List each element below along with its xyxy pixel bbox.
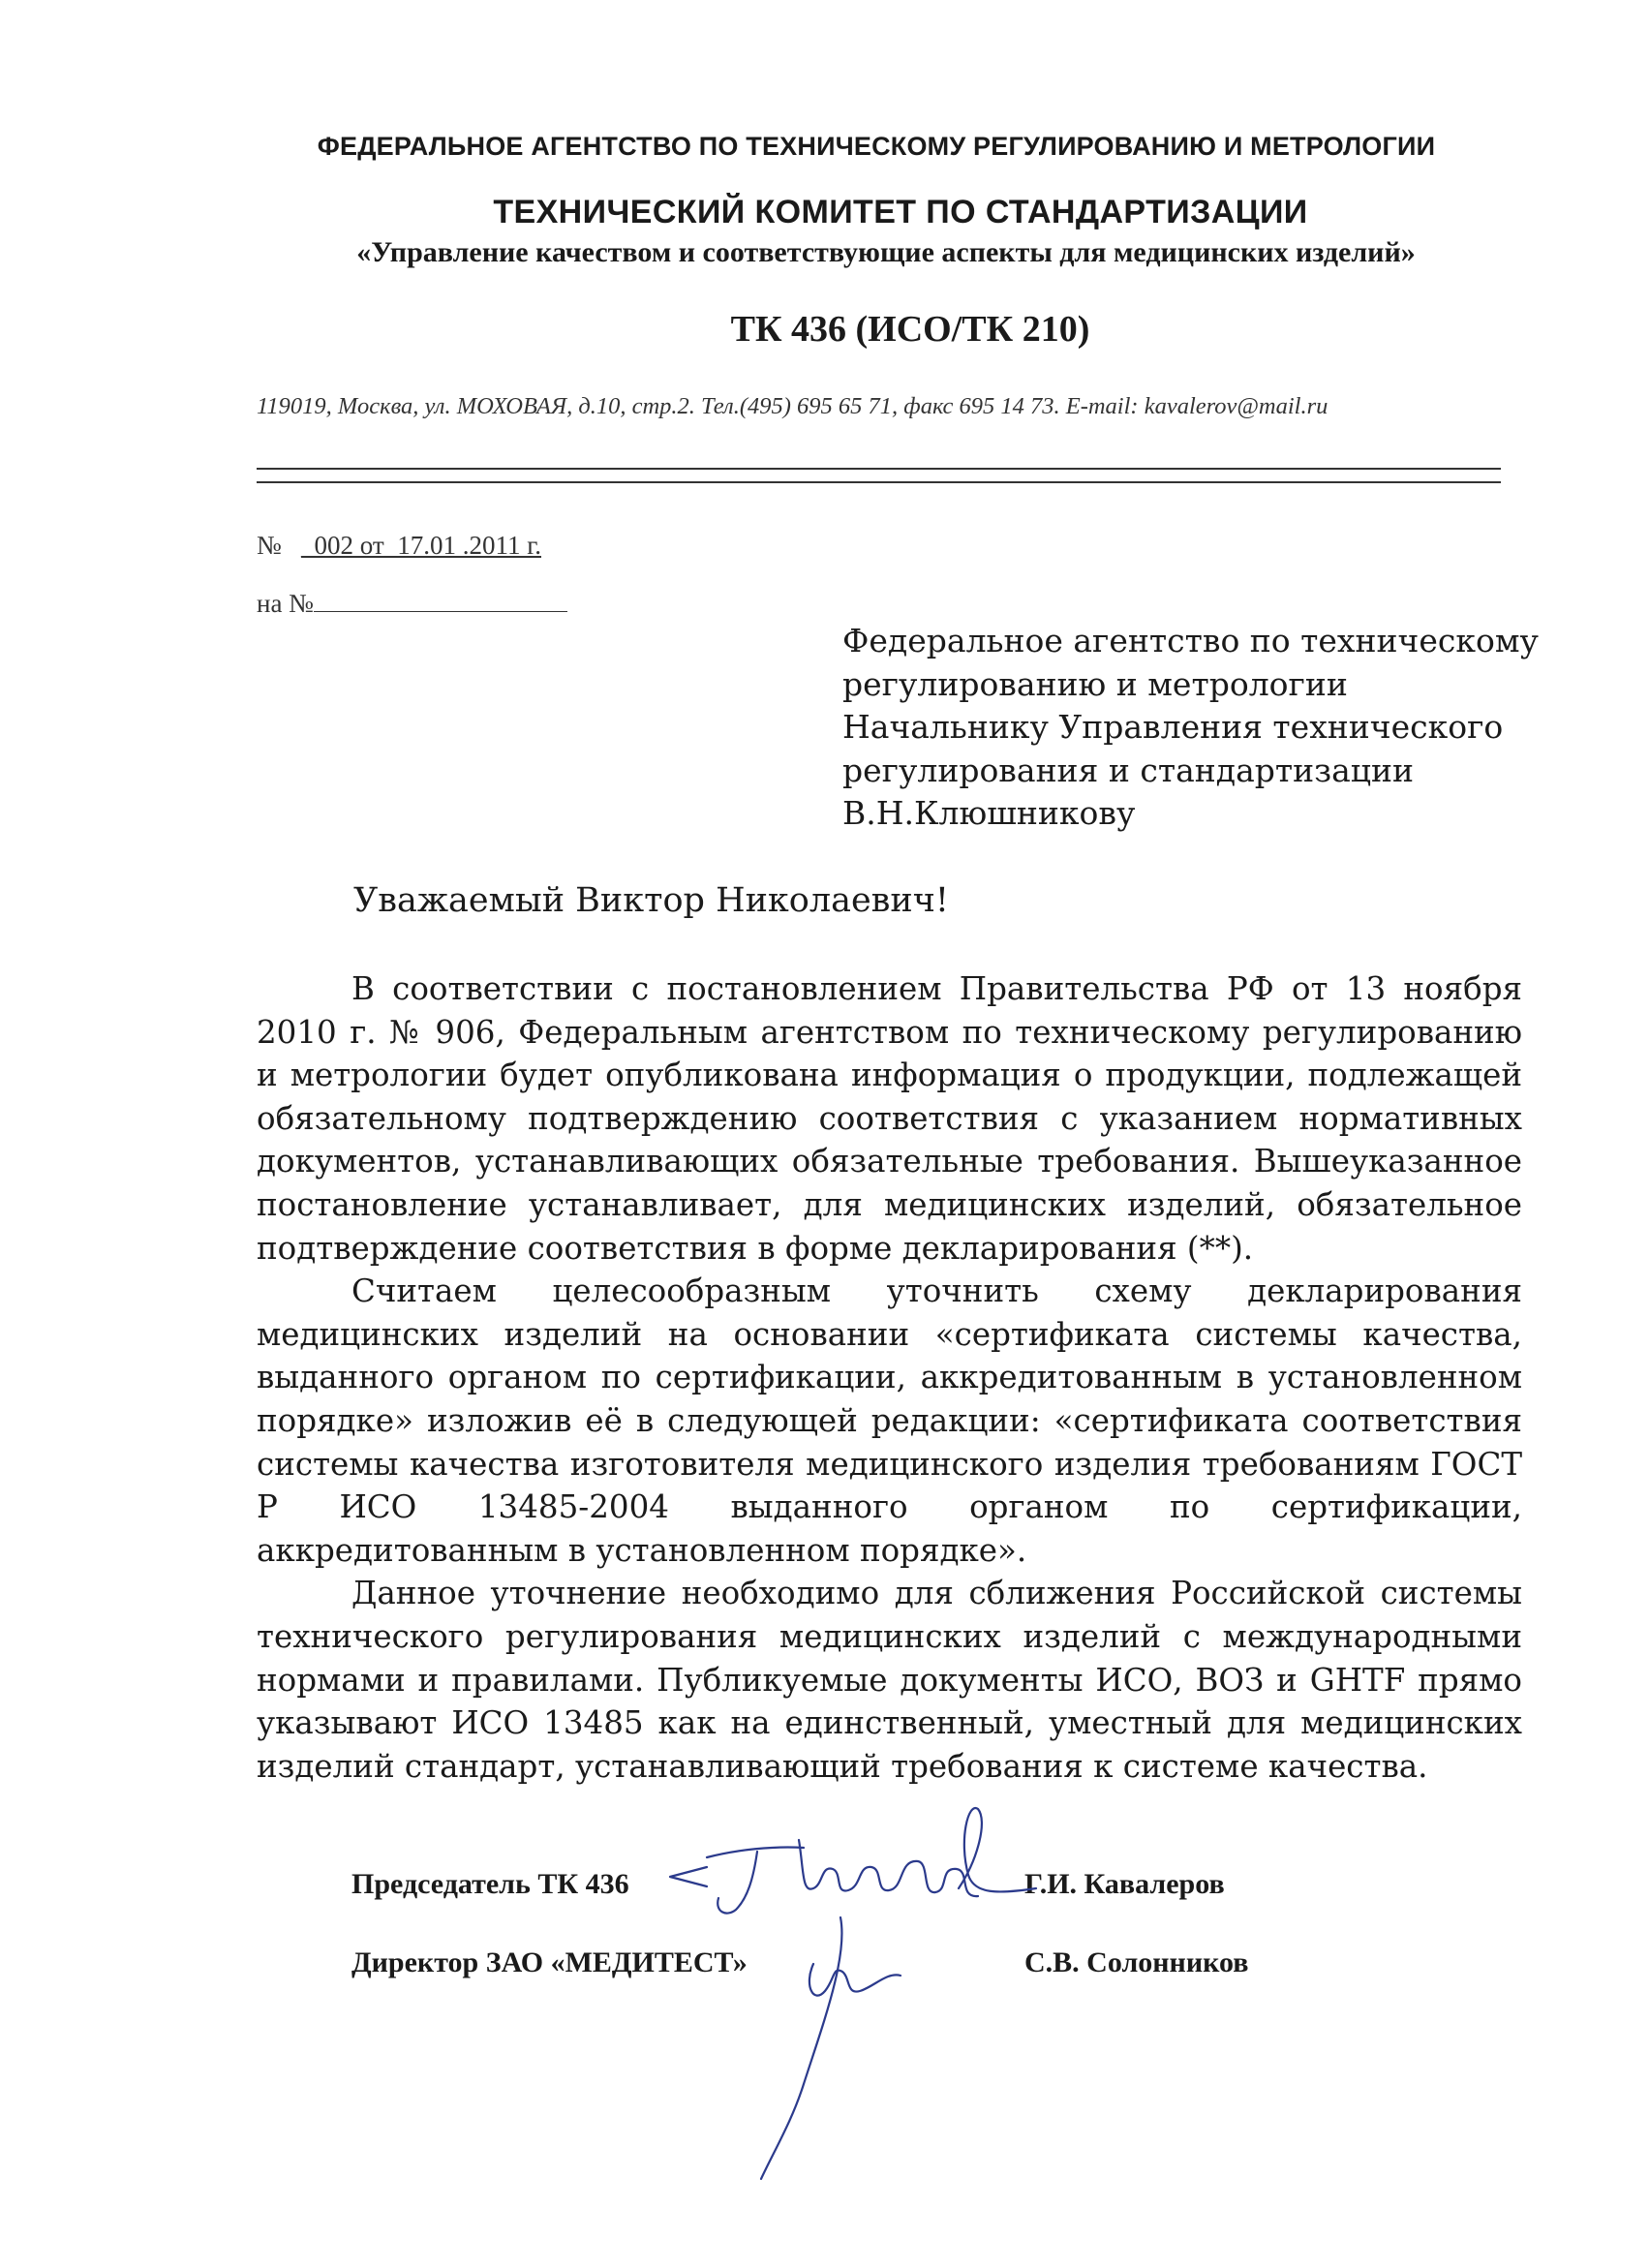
addressee-block (842, 620, 1578, 836)
tk-number: ТК 436 (ИСО/ТК 210) (730, 309, 1090, 350)
addressee-line: регулирования и стандартизации (842, 751, 1415, 789)
body-paragraph: В соответствии с постановлением Правительства РФ от 13 ноября 2010 г. № 906, Федеральным агентством по техническому регулированию и метрологии будет опубликована информация о продукции, подлежащей обязательному подтверждению соответствия с указанием нормативных документов, устанавливающих обязательные требования. Вышеуказанное постановление устанавливает, для медицинских изделий, обязательное подтверждение соответствия в форме декларирования (**). (257, 970, 1522, 1267)
signatory-role-chairman: Председатель ТК 436 (351, 1868, 629, 1900)
addressee-line: регулированию и метрологии (842, 664, 1348, 703)
letter-body (257, 967, 1522, 1788)
reply-blank-line (314, 590, 567, 612)
greeting: Уважаемый Виктор Николаевич! (353, 881, 949, 920)
reply-label: на № (257, 589, 314, 618)
contact-address: 119019, Москва, ул. МОХОВАЯ, д.10, стр.2. Тел.(495) 695 65 71, факс 695 14 73. E-mail: kavalerov@mail.ru (257, 393, 1328, 419)
number-value: _002 от_17.01 .2011 г. (301, 531, 541, 560)
reply-number (257, 589, 567, 619)
committee-subtitle: «Управление качеством и соответствующие аспекты для медицинских изделий» (356, 236, 1416, 268)
signatory-name-chairman: Г.И. Кавалеров (1024, 1868, 1225, 1900)
agency-header: ФЕДЕРАЛЬНОЕ АГЕНТСТВО ПО ТЕХНИЧЕСКОМУ РЕГУЛИРОВАНИЮ И МЕТРОЛОГИИ (317, 132, 1436, 161)
signatory-name-director: С.В. Солонников (1024, 1946, 1249, 1978)
outgoing-number (257, 531, 541, 561)
number-label: № (257, 531, 282, 560)
committee-title: ТЕХНИЧЕСКИЙ КОМИТЕТ ПО СТАНДАРТИЗАЦИИ (493, 194, 1308, 230)
header-divider (257, 468, 1501, 483)
body-paragraph: Данное уточнение необходимо для сближения Российской системы технического регулирования медицинских изделий с международными нормами и правилами. Публикуемые документы ИСО, ВОЗ и GHTF прямо указывают ИСО 13485 как на единственный, уместный для медицинских изделий стандарт, устанавливающий требования к системе качества. (257, 1575, 1522, 1785)
addressee-line: Начальнику Управления технического (842, 708, 1504, 746)
signatory-role-director: Директор ЗАО «МЕДИТЕСТ» (351, 1946, 748, 1978)
addressee-line: Федеральное агентство по техническому (842, 622, 1539, 659)
addressee-line: В.Н.Клюшникову (842, 794, 1136, 832)
body-paragraph: Считаем целесообразным уточнить схему декларирования медицинских изделий на основании «сертификата системы качества, выданного органом по сертификации, аккредитованным в установленном порядке» изложив её в следующей редакции: «сертификата соответствия системы качества изготовителя медицинского изделия требованиям ГОСТ Р ИСО 13485-2004 выданного органом по сертификации, аккредитованным в установленном порядке». (257, 1272, 1522, 1569)
handwritten-signature-icon (668, 1801, 1094, 2189)
